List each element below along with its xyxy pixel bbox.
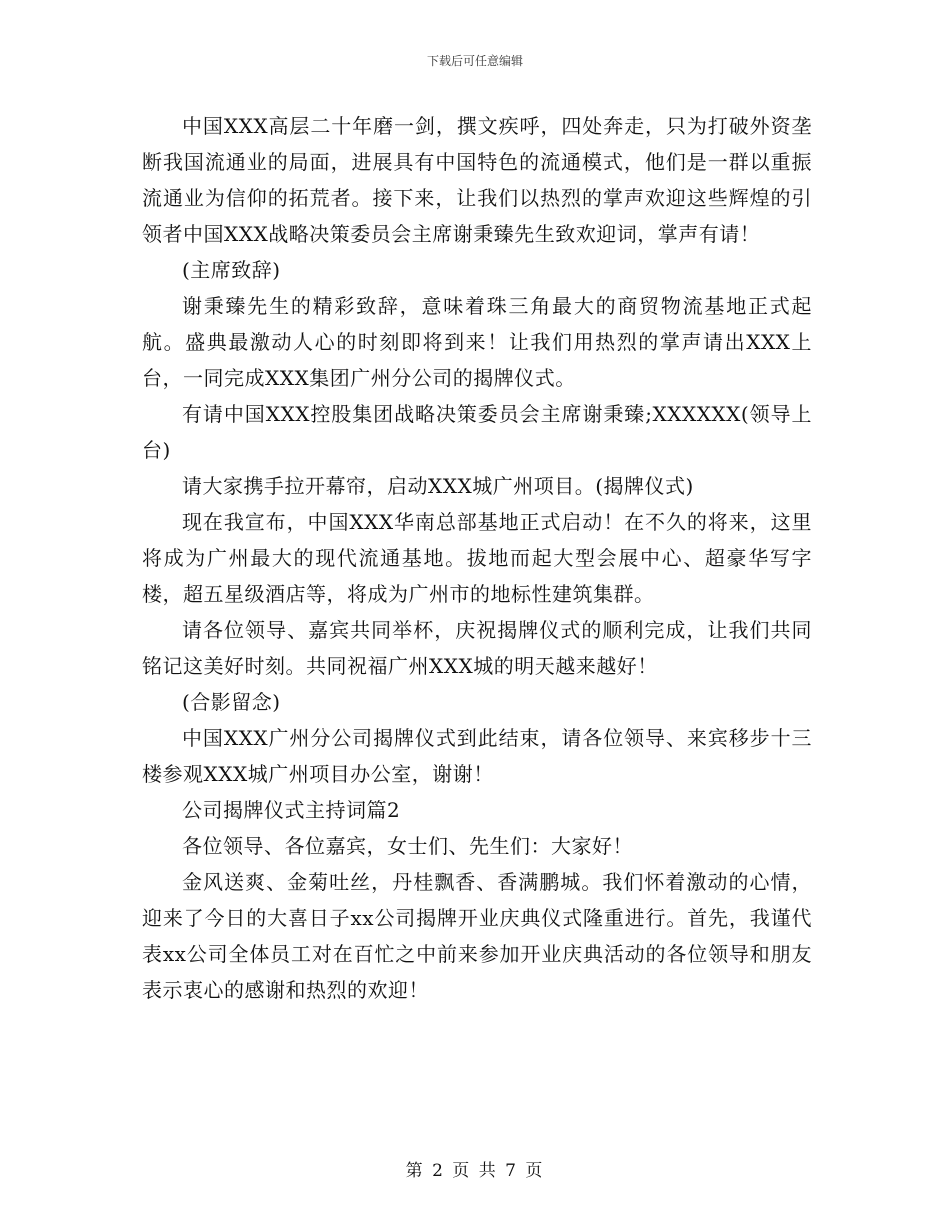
paragraph: 有请中国XXX控股集团战略决策委员会主席谢秉臻;XXXXXX(领导上台) — [142, 402, 812, 462]
page-header: 下载后可任意编辑 — [426, 54, 523, 68]
paragraph: 现在我宣布，中国XXX华南总部基地正式启动！在不久的将来，这里将成为广州最大的现代流通基地。拔地而起大型会展中心、超豪华写字楼，超五星级酒店等，将成为广州市的地标性建筑集群。 — [142, 510, 812, 606]
paragraph: 各位领导、各位嘉宾，女士们、先生们：大家好！ — [182, 834, 633, 858]
paragraph: (主席致辞) — [182, 258, 281, 282]
paragraph: 中国XXX高层二十年磨一剑，撰文疾呼，四处奔走，只为打破外资垄断我国流通业的局面，进展具有中国特色的流通模式，他们是一群以重振流通业为信仰的拓荒者。接下来，让我们以热烈的掌声欢迎这些辉煌的引领者中国XXX战略决策委员会主席谢秉臻先生致欢迎词，掌声有请！ — [142, 114, 812, 246]
page-number-footer: 第 2 页 共 7 页 — [405, 1161, 545, 1181]
section-heading: 公司揭牌仪式主持词篇2 — [182, 798, 401, 822]
paragraph: 请大家携手拉开幕帘，启动XXX城广州项目。(揭牌仪式) — [182, 474, 694, 498]
paragraph: 请各位领导、嘉宾共同举杯，庆祝揭牌仪式的顺利完成，让我们共同铭记这美好时刻。共同祝福广州XXX城的明天越来越好！ — [142, 618, 812, 678]
paragraph: 谢秉臻先生的精彩致辞，意味着珠三角最大的商贸物流基地正式起航。盛典最激动人心的时刻即将到来！让我们用热烈的掌声请出XXX上台，一同完成XXX集团广州分公司的揭牌仪式。 — [142, 294, 812, 390]
document-body — [142, 108, 812, 1008]
paragraph: 金风送爽、金菊吐丝，丹桂飘香、香满鹏城。我们怀着激动的心情，迎来了今日的大喜日子xx公司揭牌开业庆典仪式隆重进行。首先，我谨代表xx公司全体员工对在百忙之中前来参加开业庆典活动的各位领导和朋友表示衷心的感谢和热烈的欢迎！ — [142, 870, 812, 1002]
paragraph: 中国XXX广州分公司揭牌仪式到此结束，请各位领导、来宾移步十三楼参观XXX城广州项目办公室，谢谢！ — [142, 726, 812, 786]
paragraph: (合影留念) — [182, 690, 281, 714]
